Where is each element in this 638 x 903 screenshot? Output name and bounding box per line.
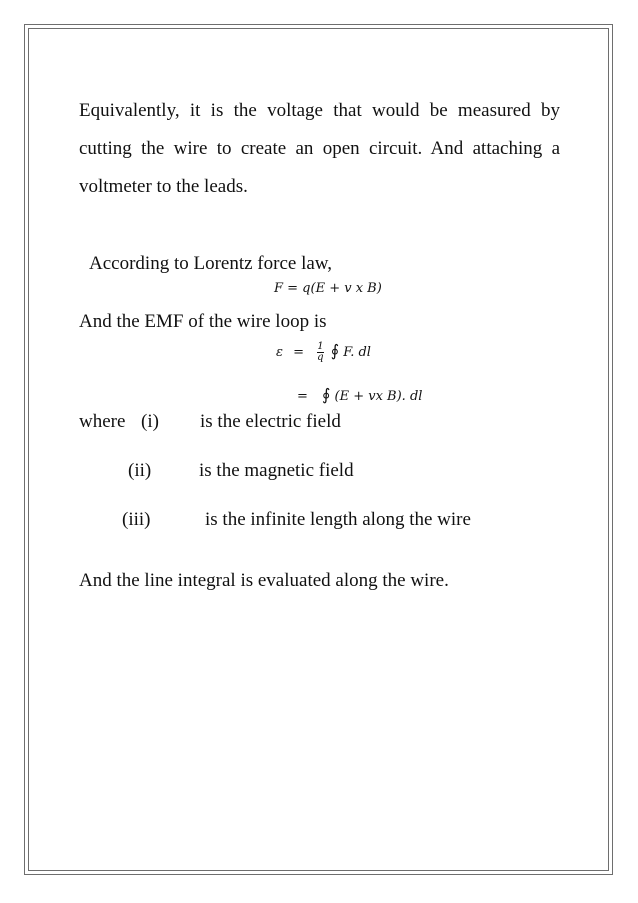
contour-integral-symbol: ∮ [322,385,331,404]
definition-2-number: (ii) [128,460,152,481]
paragraph-voltage: Equivalently, it is the voltage that would be measured by cutting the wire to create an open circuit. And attaching a voltmeter to the leads. [79,100,560,197]
emf-integrand-1: F. dl [343,345,371,360]
emf-integrand-2: (E + vx B). dl [334,389,423,404]
emf-intro: And the EMF of the wire loop is [79,311,327,332]
equals-sign: = [293,345,305,360]
definition-1-prefix: where [79,411,126,432]
definition-1-number: (i) [141,411,159,432]
definition-1-text: is the electric field [200,411,341,432]
lorentz-equation: F = q(E + v x B) [274,281,382,296]
closing-sentence: And the line integral is evaluated along the wire. [79,570,449,591]
equals-sign: = [297,389,308,404]
fraction-numerator: 1 [317,341,324,352]
emf-equation-1 [276,341,371,363]
lorentz-intro: According to Lorentz force law, [89,253,333,274]
emf-equation-2 [297,385,422,404]
fraction-denominator: q [317,352,324,363]
definition-3-text: is the infinite length along the wire [205,509,471,530]
fraction-one-over-q [317,342,323,363]
definition-3-number: (iii) [122,509,151,530]
contour-integral-symbol: ∮ [330,341,340,360]
definition-2-text: is the magnetic field [199,460,354,481]
emf-symbol: ε [276,345,283,360]
